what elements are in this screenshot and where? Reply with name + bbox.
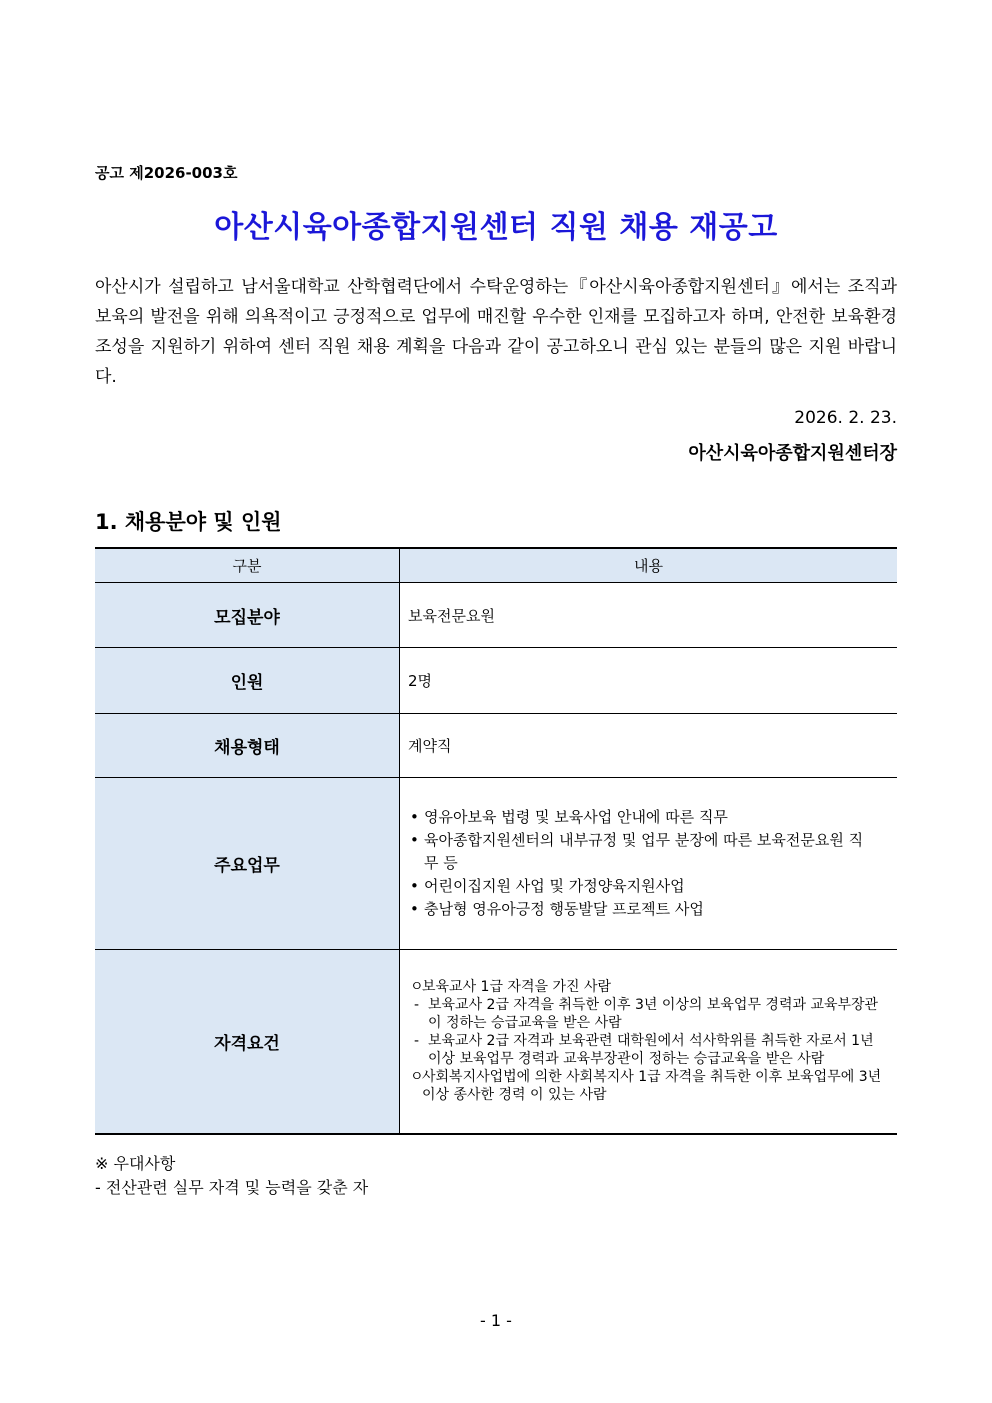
signer: 아산시육아종합지원센터장 [688, 443, 897, 464]
row-value-employment-type: 계약직 [400, 714, 898, 778]
list-item: • 영유아보육 법령 및 보육사업 안내에 따른 직무 [408, 806, 897, 829]
preference-section [95, 1152, 368, 1200]
row-label-employment-type: 채용형태 [95, 714, 400, 778]
table-row [95, 778, 897, 950]
list-item [408, 1032, 887, 1068]
row-label-duties: 주요업무 [95, 778, 400, 950]
table-row [95, 648, 897, 714]
qualifications-list [408, 978, 897, 1104]
row-value-headcount: 2명 [400, 648, 898, 714]
list-item: • 충남형 영유아긍정 행동발달 프로젝트 사업 [408, 898, 897, 921]
notice-date: 2026. 2. 23. [794, 408, 897, 428]
item-text: 사회복지사업법에 의한 사회복지사 1급 자격을 취득한 이후 보육업무에 3년 이상 종사한 경력 이 있는 사람 [422, 1069, 882, 1104]
item-text: 보육교사 2급 자격과 보육관련 대학원에서 석사학위를 취득한 자로서 1년 이상 보육업무 경력과 교육부장관이 정하는 승급교육을 받은 사람 [428, 1033, 874, 1068]
recruitment-table [95, 547, 897, 1135]
row-label-field: 모집분야 [95, 583, 400, 648]
table-row [95, 583, 897, 648]
row-label-qualifications: 자격요건 [95, 950, 400, 1134]
row-value-field: 보육전문요원 [400, 583, 898, 648]
item-marker: ㅇ [410, 979, 424, 996]
preference-item: - 전산관련 실무 자격 및 능력을 갖춘 자 [95, 1178, 369, 1197]
duties-list [408, 806, 897, 921]
page-number: - 1 - [480, 1311, 512, 1330]
table-header-row [95, 548, 897, 583]
table-row [95, 950, 897, 1134]
qualifications-cell [400, 950, 898, 1134]
table-row [95, 714, 897, 778]
row-label-headcount: 인원 [95, 648, 400, 714]
list-item [408, 1068, 887, 1104]
page-title: 아산시육아종합지원센터 직원 채용 재공고 [214, 210, 778, 245]
list-item: • 육아종합지원센터의 내부규정 및 업무 분장에 따른 보육전문요원 직무 등 [408, 829, 897, 875]
intro-paragraph: 아산시가 설립하고 남서울대학교 산학협력단에서 수탁운영하는『아산시육아종합지원센터』에서는 조직과 보육의 발전을 위해 의욕적이고 긍정적으로 업무에 매진할 우수한 인재를 모집하고자 하며, 안전한 보육환경 조성을 지원하기 위하여 센터 직원 채용 계획을 다음과 같이 공고하오니 관심 있는 분들의 많은 지원 바랍니다. [95, 277, 897, 387]
item-marker: - [414, 1033, 420, 1050]
section-heading: 1. 채용분야 및 인원 [95, 510, 282, 534]
list-item [408, 978, 887, 996]
col-header-category: 구분 [95, 548, 400, 583]
list-item [408, 996, 887, 1032]
col-header-content: 내용 [400, 548, 898, 583]
preference-heading: ※ 우대사항 [95, 1154, 176, 1173]
item-text: 보육교사 2급 자격을 취득한 이후 3년 이상의 보육업무 경력과 교육부장관이 정하는 승급교육을 받은 사람 [428, 997, 879, 1032]
item-marker: - [414, 997, 420, 1014]
duties-cell [400, 778, 898, 950]
list-item: • 어린이집지원 사업 및 가정양육지원사업 [408, 875, 897, 898]
item-marker: ㅇ [410, 1069, 424, 1086]
notice-number: 공고 제2026-003호 [95, 164, 238, 182]
item-text: 보육교사 1급 자격을 가진 사람 [422, 979, 611, 996]
